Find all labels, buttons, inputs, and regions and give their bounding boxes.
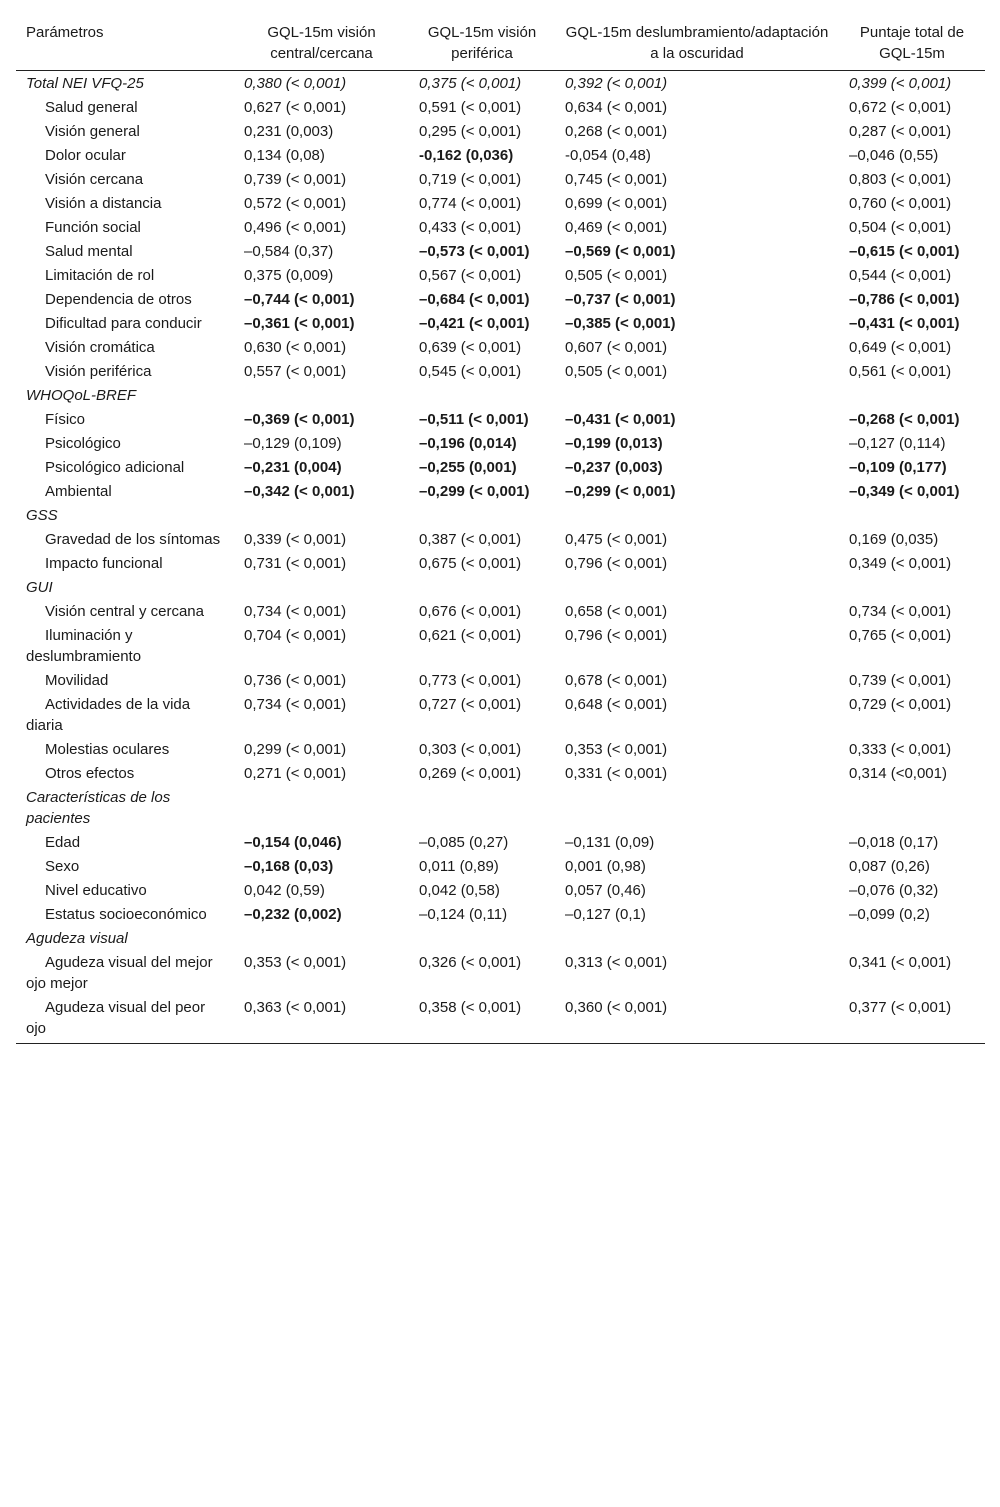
value-cell: –0,127 (0,1) <box>565 906 646 923</box>
section-label: Características de los pacientes <box>26 789 171 827</box>
table-row <box>16 287 985 311</box>
value-cell: –0,431 (< 0,001) <box>849 315 960 332</box>
value-cell: 0,557 (< 0,001) <box>244 363 347 380</box>
row-label: Actividades de la vida diaria <box>26 696 191 734</box>
value-cell: 0,607 (< 0,001) <box>565 339 668 356</box>
header-deslumbramiento: GQL-15m deslumbramiento/adaptación a la oscuridad <box>555 12 839 71</box>
value-cell: 0,765 (< 0,001) <box>849 627 952 644</box>
value-cell <box>409 926 555 950</box>
value-cell: 0,561 (< 0,001) <box>849 363 952 380</box>
table-row <box>16 431 985 455</box>
value-cell <box>409 575 555 599</box>
row-label: Edad <box>45 834 81 851</box>
value-cell: –0,299 (< 0,001) <box>419 483 530 500</box>
value-cell: 0,634 (< 0,001) <box>565 99 668 116</box>
table-row <box>16 215 985 239</box>
value-cell: 0,339 (< 0,001) <box>244 531 347 548</box>
value-cell: –0,199 (0,013) <box>565 435 663 452</box>
value-cell: –0,573 (< 0,001) <box>419 243 530 260</box>
header-puntaje-total: Puntaje total de GQL-15m <box>839 12 985 71</box>
value-cell: –0,349 (< 0,001) <box>849 483 960 500</box>
section-row <box>16 71 985 96</box>
row-label: Visión general <box>45 123 140 140</box>
table-row <box>16 263 985 287</box>
value-cell: –0,299 (< 0,001) <box>565 483 676 500</box>
value-cell: 0,731 (< 0,001) <box>244 555 347 572</box>
section-row <box>16 926 985 950</box>
value-cell: –0,584 (0,37) <box>244 243 334 260</box>
row-label: Nivel educativo <box>45 882 147 899</box>
value-cell <box>234 383 409 407</box>
value-cell: 0,011 (0,89) <box>419 858 499 875</box>
table-row <box>16 551 985 575</box>
value-cell: –0,342 (< 0,001) <box>244 483 355 500</box>
row-label: Limitación de rol <box>45 267 155 284</box>
value-cell: 0,353 (< 0,001) <box>565 741 668 758</box>
value-cell: 0,630 (< 0,001) <box>244 339 347 356</box>
value-cell: 0,676 (< 0,001) <box>419 603 522 620</box>
value-cell: 0,433 (< 0,001) <box>419 219 522 236</box>
table-row <box>16 623 985 668</box>
row-label: Visión a distancia <box>45 195 162 212</box>
value-cell: 0,729 (< 0,001) <box>849 696 952 713</box>
value-cell: 0,313 (< 0,001) <box>565 954 668 971</box>
section-row <box>16 785 985 830</box>
value-cell: 0,496 (< 0,001) <box>244 219 347 236</box>
value-cell: –0,385 (< 0,001) <box>565 315 676 332</box>
table-row <box>16 737 985 761</box>
section-row <box>16 503 985 527</box>
value-cell <box>234 575 409 599</box>
value-cell: –0,099 (0,2) <box>849 906 930 923</box>
value-cell: 0,377 (< 0,001) <box>839 995 985 1044</box>
value-cell: 0,621 (< 0,001) <box>419 627 522 644</box>
value-cell: 0,399 (< 0,001) <box>849 75 952 92</box>
value-cell: –0,131 (0,09) <box>565 834 655 851</box>
value-cell: 0,505 (< 0,001) <box>565 267 668 284</box>
value-cell: 0,727 (< 0,001) <box>419 696 522 713</box>
value-cell: 0,739 (< 0,001) <box>244 171 347 188</box>
value-cell: –0,124 (0,11) <box>419 906 508 923</box>
table-row <box>16 761 985 785</box>
row-label: Salud mental <box>45 243 133 260</box>
table-row <box>16 878 985 902</box>
value-cell: 0,231 (0,003) <box>244 123 334 140</box>
table-row <box>16 692 985 737</box>
row-label: Agudeza visual del mejor ojo mejor <box>26 954 213 992</box>
value-cell: 0,353 (< 0,001) <box>244 954 347 971</box>
value-cell: –0,127 (0,114) <box>849 435 946 452</box>
value-cell <box>839 383 985 407</box>
value-cell: –0,369 (< 0,001) <box>244 411 355 428</box>
row-label: Gravedad de los síntomas <box>45 531 221 548</box>
value-cell: –0,232 (0,002) <box>244 906 342 923</box>
value-cell: 0,042 (0,58) <box>419 882 500 899</box>
header-vision-central: GQL-15m visión central/cercana <box>234 12 409 71</box>
row-label: Impacto funcional <box>45 555 163 572</box>
table-row <box>16 854 985 878</box>
table-row <box>16 191 985 215</box>
value-cell <box>409 383 555 407</box>
row-label: Ambiental <box>45 483 112 500</box>
value-cell: 0,803 (< 0,001) <box>849 171 952 188</box>
value-cell: 0,672 (< 0,001) <box>849 99 952 116</box>
value-cell: 0,545 (< 0,001) <box>419 363 522 380</box>
table-row <box>16 407 985 431</box>
value-cell: 0,639 (< 0,001) <box>419 339 522 356</box>
value-cell: 0,269 (< 0,001) <box>419 765 522 782</box>
value-cell: –0,231 (0,004) <box>244 459 342 476</box>
table-row <box>16 359 985 383</box>
table-row <box>16 995 985 1044</box>
table-row <box>16 167 985 191</box>
value-cell: –0,129 (0,109) <box>244 435 342 452</box>
value-cell: -0,054 (0,48) <box>565 147 651 164</box>
section-label: GSS <box>26 507 58 524</box>
value-cell: 0,271 (< 0,001) <box>244 765 347 782</box>
value-cell: 0,295 (< 0,001) <box>419 123 522 140</box>
row-label: Visión cercana <box>45 171 144 188</box>
value-cell: 0,299 (< 0,001) <box>244 741 347 758</box>
value-cell: 0,658 (< 0,001) <box>565 603 668 620</box>
value-cell: –0,154 (0,046) <box>244 834 342 851</box>
row-label: Iluminación y deslumbramiento <box>26 627 142 665</box>
table-row <box>16 479 985 503</box>
table-row <box>16 119 985 143</box>
value-cell <box>409 785 555 830</box>
value-cell: 0,331 (< 0,001) <box>565 765 668 782</box>
value-cell: 0,739 (< 0,001) <box>849 672 952 689</box>
value-cell <box>234 926 409 950</box>
value-cell: 0,734 (< 0,001) <box>244 603 347 620</box>
value-cell: –0,511 (< 0,001) <box>419 411 529 428</box>
row-label: Físico <box>45 411 86 428</box>
value-cell <box>234 785 409 830</box>
value-cell: –0,109 (0,177) <box>849 459 947 476</box>
table-row <box>16 950 985 995</box>
table-row <box>16 527 985 551</box>
row-label: Dificultad para conducir <box>45 315 202 332</box>
row-label: Molestias oculares <box>45 741 170 758</box>
value-cell: 0,380 (< 0,001) <box>244 75 347 92</box>
row-label: Otros efectos <box>45 765 135 782</box>
table-row <box>16 455 985 479</box>
value-cell: –0,737 (< 0,001) <box>565 291 676 308</box>
table-row <box>16 830 985 854</box>
value-cell: –0,196 (0,014) <box>419 435 517 452</box>
value-cell: 0,734 (< 0,001) <box>244 696 347 713</box>
row-label: Visión central y cercana <box>45 603 204 620</box>
value-cell: 0,475 (< 0,001) <box>565 531 668 548</box>
row-label: Función social <box>45 219 141 236</box>
value-cell: 0,087 (0,26) <box>849 858 930 875</box>
value-cell: 0,796 (< 0,001) <box>565 627 668 644</box>
value-cell: 0,375 (0,009) <box>244 267 334 284</box>
value-cell <box>555 575 839 599</box>
value-cell: 0,675 (< 0,001) <box>419 555 522 572</box>
table-row <box>16 902 985 926</box>
value-cell: 0,057 (0,46) <box>565 882 646 899</box>
section-label: WHOQoL-BREF <box>26 387 137 404</box>
value-cell: 0,333 (< 0,001) <box>849 741 952 758</box>
value-cell <box>839 503 985 527</box>
value-cell: –0,076 (0,32) <box>849 882 939 899</box>
value-cell: 0,591 (< 0,001) <box>419 99 522 116</box>
value-cell: 0,349 (< 0,001) <box>849 555 952 572</box>
table-body <box>16 71 985 1044</box>
value-cell <box>839 926 985 950</box>
value-cell <box>409 503 555 527</box>
value-cell: –0,744 (< 0,001) <box>244 291 355 308</box>
value-cell: –0,569 (< 0,001) <box>565 243 676 260</box>
value-cell: 0,773 (< 0,001) <box>419 672 522 689</box>
row-label: Dependencia de otros <box>45 291 192 308</box>
table-row <box>16 143 985 167</box>
value-cell: 0,699 (< 0,001) <box>565 195 668 212</box>
value-cell: –0,361 (< 0,001) <box>244 315 355 332</box>
value-cell <box>839 785 985 830</box>
section-row <box>16 383 985 407</box>
value-cell: –0,786 (< 0,001) <box>849 291 960 308</box>
value-cell: 0,303 (< 0,001) <box>419 741 522 758</box>
value-cell: 0,358 (< 0,001) <box>409 995 555 1044</box>
value-cell: 0,134 (0,08) <box>244 147 325 164</box>
row-label: Agudeza visual del peor ojo <box>16 995 234 1044</box>
value-cell: -0,162 (0,036) <box>419 147 514 164</box>
row-label: Visión periférica <box>45 363 152 380</box>
row-label: Sexo <box>45 858 80 875</box>
value-cell: 0,392 (< 0,001) <box>565 75 668 92</box>
value-cell: 0,360 (< 0,001) <box>555 995 839 1044</box>
value-cell: 0,719 (< 0,001) <box>419 171 522 188</box>
value-cell <box>555 383 839 407</box>
value-cell: 0,469 (< 0,001) <box>565 219 668 236</box>
value-cell: –0,237 (0,003) <box>565 459 663 476</box>
section-row <box>16 575 985 599</box>
value-cell: –0,421 (< 0,001) <box>419 315 530 332</box>
row-label: Estatus socioeconómico <box>45 906 207 923</box>
value-cell: 0,341 (< 0,001) <box>849 954 952 971</box>
value-cell: –0,085 (0,27) <box>419 834 509 851</box>
row-label: Psicológico adicional <box>45 459 185 476</box>
value-cell: –0,018 (0,17) <box>849 834 939 851</box>
value-cell: 0,704 (< 0,001) <box>244 627 347 644</box>
value-cell: 0,678 (< 0,001) <box>565 672 668 689</box>
value-cell: 0,567 (< 0,001) <box>419 267 522 284</box>
row-label: Dolor ocular <box>45 147 126 164</box>
value-cell: 0,627 (< 0,001) <box>244 99 347 116</box>
value-cell: 0,774 (< 0,001) <box>419 195 522 212</box>
table-row <box>16 668 985 692</box>
value-cell: 0,745 (< 0,001) <box>565 171 668 188</box>
value-cell: 0,326 (< 0,001) <box>419 954 522 971</box>
value-cell: –0,268 (< 0,001) <box>849 411 960 428</box>
value-cell: 0,504 (< 0,001) <box>849 219 952 236</box>
table-row <box>16 335 985 359</box>
value-cell <box>555 503 839 527</box>
value-cell: 0,375 (< 0,001) <box>419 75 522 92</box>
section-label: Agudeza visual <box>26 930 128 947</box>
header-vision-periferica: GQL-15m visión periférica <box>409 12 555 71</box>
value-cell: 0,314 (<0,001) <box>849 765 947 782</box>
header-parametros: Parámetros <box>16 12 234 71</box>
value-cell: 0,796 (< 0,001) <box>565 555 668 572</box>
value-cell <box>555 926 839 950</box>
value-cell: 0,648 (< 0,001) <box>565 696 668 713</box>
value-cell: 0,287 (< 0,001) <box>849 123 952 140</box>
table-row <box>16 239 985 263</box>
value-cell: 0,042 (0,59) <box>244 882 325 899</box>
value-cell: 0,169 (0,035) <box>849 531 939 548</box>
value-cell: 0,734 (< 0,001) <box>849 603 952 620</box>
value-cell: 0,387 (< 0,001) <box>419 531 522 548</box>
value-cell: –0,684 (< 0,001) <box>419 291 530 308</box>
value-cell: –0,046 (0,55) <box>849 147 939 164</box>
value-cell: 0,649 (< 0,001) <box>849 339 952 356</box>
table-row <box>16 599 985 623</box>
value-cell <box>555 785 839 830</box>
value-cell: 0,268 (< 0,001) <box>565 123 668 140</box>
section-label: Total NEI VFQ-25 <box>26 75 144 92</box>
row-label: Salud general <box>45 99 138 116</box>
value-cell: –0,255 (0,001) <box>419 459 517 476</box>
value-cell: 0,001 (0,98) <box>565 858 646 875</box>
value-cell: 0,363 (< 0,001) <box>234 995 409 1044</box>
value-cell: 0,505 (< 0,001) <box>565 363 668 380</box>
table-header-row <box>16 12 985 71</box>
value-cell <box>839 575 985 599</box>
value-cell: –0,168 (0,03) <box>244 858 334 875</box>
row-label: Psicológico <box>45 435 121 452</box>
value-cell: 0,760 (< 0,001) <box>849 195 952 212</box>
correlation-table <box>16 12 985 1044</box>
value-cell: 0,736 (< 0,001) <box>244 672 347 689</box>
value-cell: –0,431 (< 0,001) <box>565 411 676 428</box>
row-label: Visión cromática <box>45 339 155 356</box>
value-cell: 0,572 (< 0,001) <box>244 195 347 212</box>
table-row <box>16 311 985 335</box>
table-row <box>16 95 985 119</box>
value-cell <box>234 503 409 527</box>
value-cell: 0,544 (< 0,001) <box>849 267 952 284</box>
section-label: GUI <box>26 579 53 596</box>
row-label: Movilidad <box>45 672 109 689</box>
value-cell: –0,615 (< 0,001) <box>849 243 960 260</box>
